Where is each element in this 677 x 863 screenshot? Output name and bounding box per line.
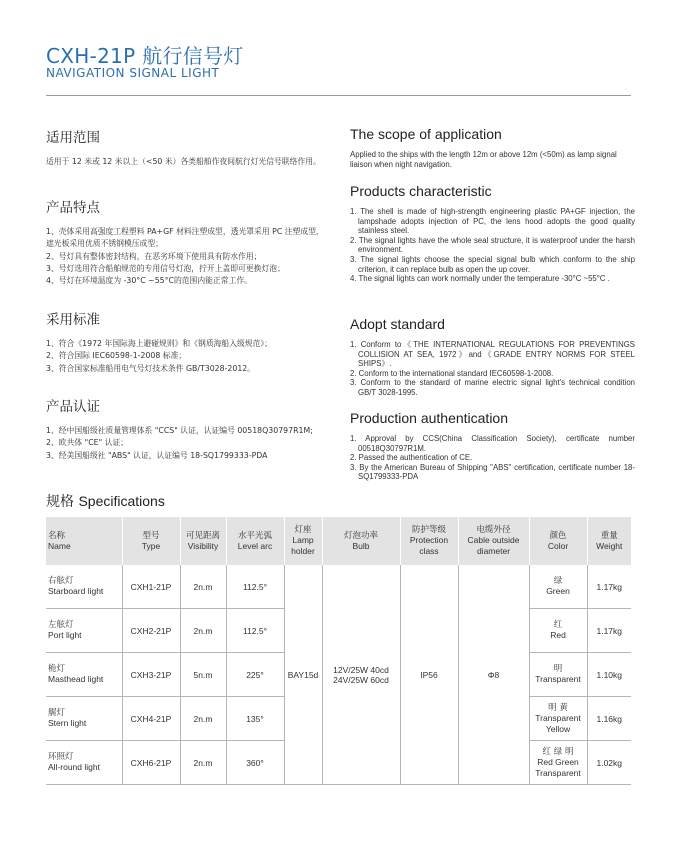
cell-color: 红 绿 明 Red Green Transparent [529,741,587,785]
list-item: 1. Conform to《THE INTERNATIONAL REGULATIONS FOR PREVENTINGS COLLISION AT SEA, 1972》and《GRADE ENTRY NORMS FOR STEEL SHIPS》. [350,340,635,369]
features-section-cn [46,196,331,308]
table-row [46,565,631,609]
list-item: 1、壳体采用高强度工程塑料 PA+GF 材料注塑成型，透光罩采用 PC 注塑成型，遮光板采用优质不锈钢模压成型； [46,227,324,249]
cell-name: 桅灯 Masthead light [46,653,122,697]
spec-title-en: Specifications [78,493,165,509]
page-title: CXH-21P 航行信号灯 [46,44,244,68]
header-divider [46,95,631,96]
cell-cable: Φ8 [458,565,529,785]
cell-type: CXH2-21P [122,609,180,653]
cell-type: CXH3-21P [122,653,180,697]
list-item: 3、经美国船级社 "ABS" 认证，认证编号 18-SQ1799333-PDA [46,450,268,460]
auth-section-cn [46,395,331,462]
cell-weight: 1.17kg [587,565,631,609]
page-subtitle: NAVIGATION SIGNAL LIGHT [46,66,220,80]
list-item: 2. Conform to the international standard IEC60598-1-2008. [350,368,554,378]
list-item: 4. The signal lights can work normally under the temperature -30°C ~55°C . [350,274,610,284]
cell-name: 艉灯 Stern light [46,697,122,741]
standard-section-cn [46,308,331,395]
list-item: 2. The signal lights have the whole seal structure, it is waterproof under the harsh environment. [350,235,635,255]
scope-heading-en: The scope of application [350,126,502,142]
cell-color: 明 Transparent [529,653,587,697]
cell-type: CXH6-21P [122,741,180,785]
col-header-bulb: 灯泡功率 Bulb [322,517,400,565]
col-header-color: 颜色 Color [529,517,587,565]
list-item: 1、符合《1972 年国际海上避碰规则》和《钢质海船入级规范》； [46,339,273,348]
standard-section-en [350,316,635,410]
cell-weight: 1.16kg [587,697,631,741]
list-item: 3. Conform to the standard of marine electric signal light's technical condition GB/T 3028-1995. [350,378,635,397]
cell-lamp-holder: BAY15d [284,565,322,785]
standard-heading-cn: 采用标准 [46,312,100,328]
scope-text-cn: 适用于 12 米或 12 米以上（<50 米）各类船舶作夜间航行灯光信号联络作用。 [46,157,321,166]
cell-arc: 112.5° [226,609,284,653]
list-item: 3. The signal lights choose the special signal bulb which conform to the ship criterion, it can replace bulb as open the up cover. [350,254,635,274]
list-item: 3、符合国家标准船用电气号灯技术条件 GB/T3028-2012。 [46,363,256,373]
col-header-protection: 防护等级 Protection class [400,517,458,565]
cell-type: CXH1-21P [122,565,180,609]
col-header-visibility: 可见距离 Visibility [180,517,226,565]
cell-arc: 135° [226,697,284,741]
list-item: 1. Approval by CCS(China Classification Society), certificate number 00518Q30797R1M. [350,434,635,453]
chinese-column [46,126,331,462]
col-header-cable: 电缆外径 Cable outside diameter [458,517,529,565]
cell-weight: 1.02kg [587,741,631,785]
cell-name: 环照灯 All-round light [46,741,122,785]
col-header-type: 型号 Type [122,517,180,565]
cell-visibility: 2n.m [180,609,226,653]
cell-name: 右舷灯 Starboard light [46,565,122,609]
list-item: 3. By the American Bureau of Shipping "ABS" certification, certificate number 18-SQ1799333-PDA [350,462,635,482]
scope-text-en: Applied to the ships with the length 12m or above 12m (<50m) as lamp signal liaison when night navigation. [350,150,617,169]
cell-bulb: 12V/25W 40cd 24V/25W 60cd [322,565,400,785]
list-item: 3、号灯选用符合船舶规范的专用信号灯泡，拧开上盖即可更换灯泡； [46,263,285,273]
scope-section-cn [46,126,331,196]
auth-section-en [350,410,635,482]
features-section-en [350,183,635,316]
spec-title-cn: 规格 [46,494,74,510]
col-header-lamp-holder: 灯座 Lamp holder [284,517,322,565]
cell-visibility: 5n.m [180,653,226,697]
cell-protection: IP56 [400,565,458,785]
list-item: 1、经中国船级社质量管理体系 "CCS" 认证，认证编号 00518Q30797R1M; [46,426,313,435]
auth-heading-cn: 产品认证 [46,399,100,415]
features-heading-cn: 产品特点 [46,200,100,216]
list-item: 4、号灯在环境温度为 -30°C ~55°C的范围内能正常工作。 [46,276,252,286]
cell-arc: 360° [226,741,284,785]
cell-color: 明 黄 Transparent Yellow [529,697,587,741]
cell-name: 左舷灯 Port light [46,609,122,653]
english-column [350,126,635,482]
list-item: 2、欧共体 "CE" 认证； [46,438,129,448]
spec-table [46,517,631,785]
cell-weight: 1.17kg [587,609,631,653]
col-header-name: 名称 Name [46,517,122,565]
cell-visibility: 2n.m [180,697,226,741]
col-header-arc: 水平光弧 Level arc [226,517,284,565]
standard-heading-en: Adopt standard [350,316,445,332]
scope-heading-cn: 适用范围 [46,130,100,146]
spec-title [46,491,165,511]
list-item: 2、号灯具有整体密封结构，在恶劣环境下使用具有防水作用； [46,251,262,261]
cell-color: 绿 Green [529,565,587,609]
cell-visibility: 2n.m [180,741,226,785]
features-heading-en: Products characteristic [350,183,492,199]
cell-color: 红 Red [529,609,587,653]
auth-heading-en: Production authentication [350,410,508,426]
table-header-row [46,517,631,565]
scope-section-en [350,126,635,183]
list-item: 2、符合国际 IEC60598-1-2008 标准； [46,351,187,361]
list-item: 2. Passed the authentication of CE. [350,453,473,463]
cell-visibility: 2n.m [180,565,226,609]
cell-arc: 225° [226,653,284,697]
cell-arc: 112.5° [226,565,284,609]
list-item: 1. The shell is made of high-strength engineering plastic PA+GF injection, the lampshade adopts injection of PC, the lens hood adopts the good quality stainless steel. [350,207,635,236]
col-header-weight: 重量 Weight [587,517,631,565]
cell-type: CXH4-21P [122,697,180,741]
cell-weight: 1.10kg [587,653,631,697]
